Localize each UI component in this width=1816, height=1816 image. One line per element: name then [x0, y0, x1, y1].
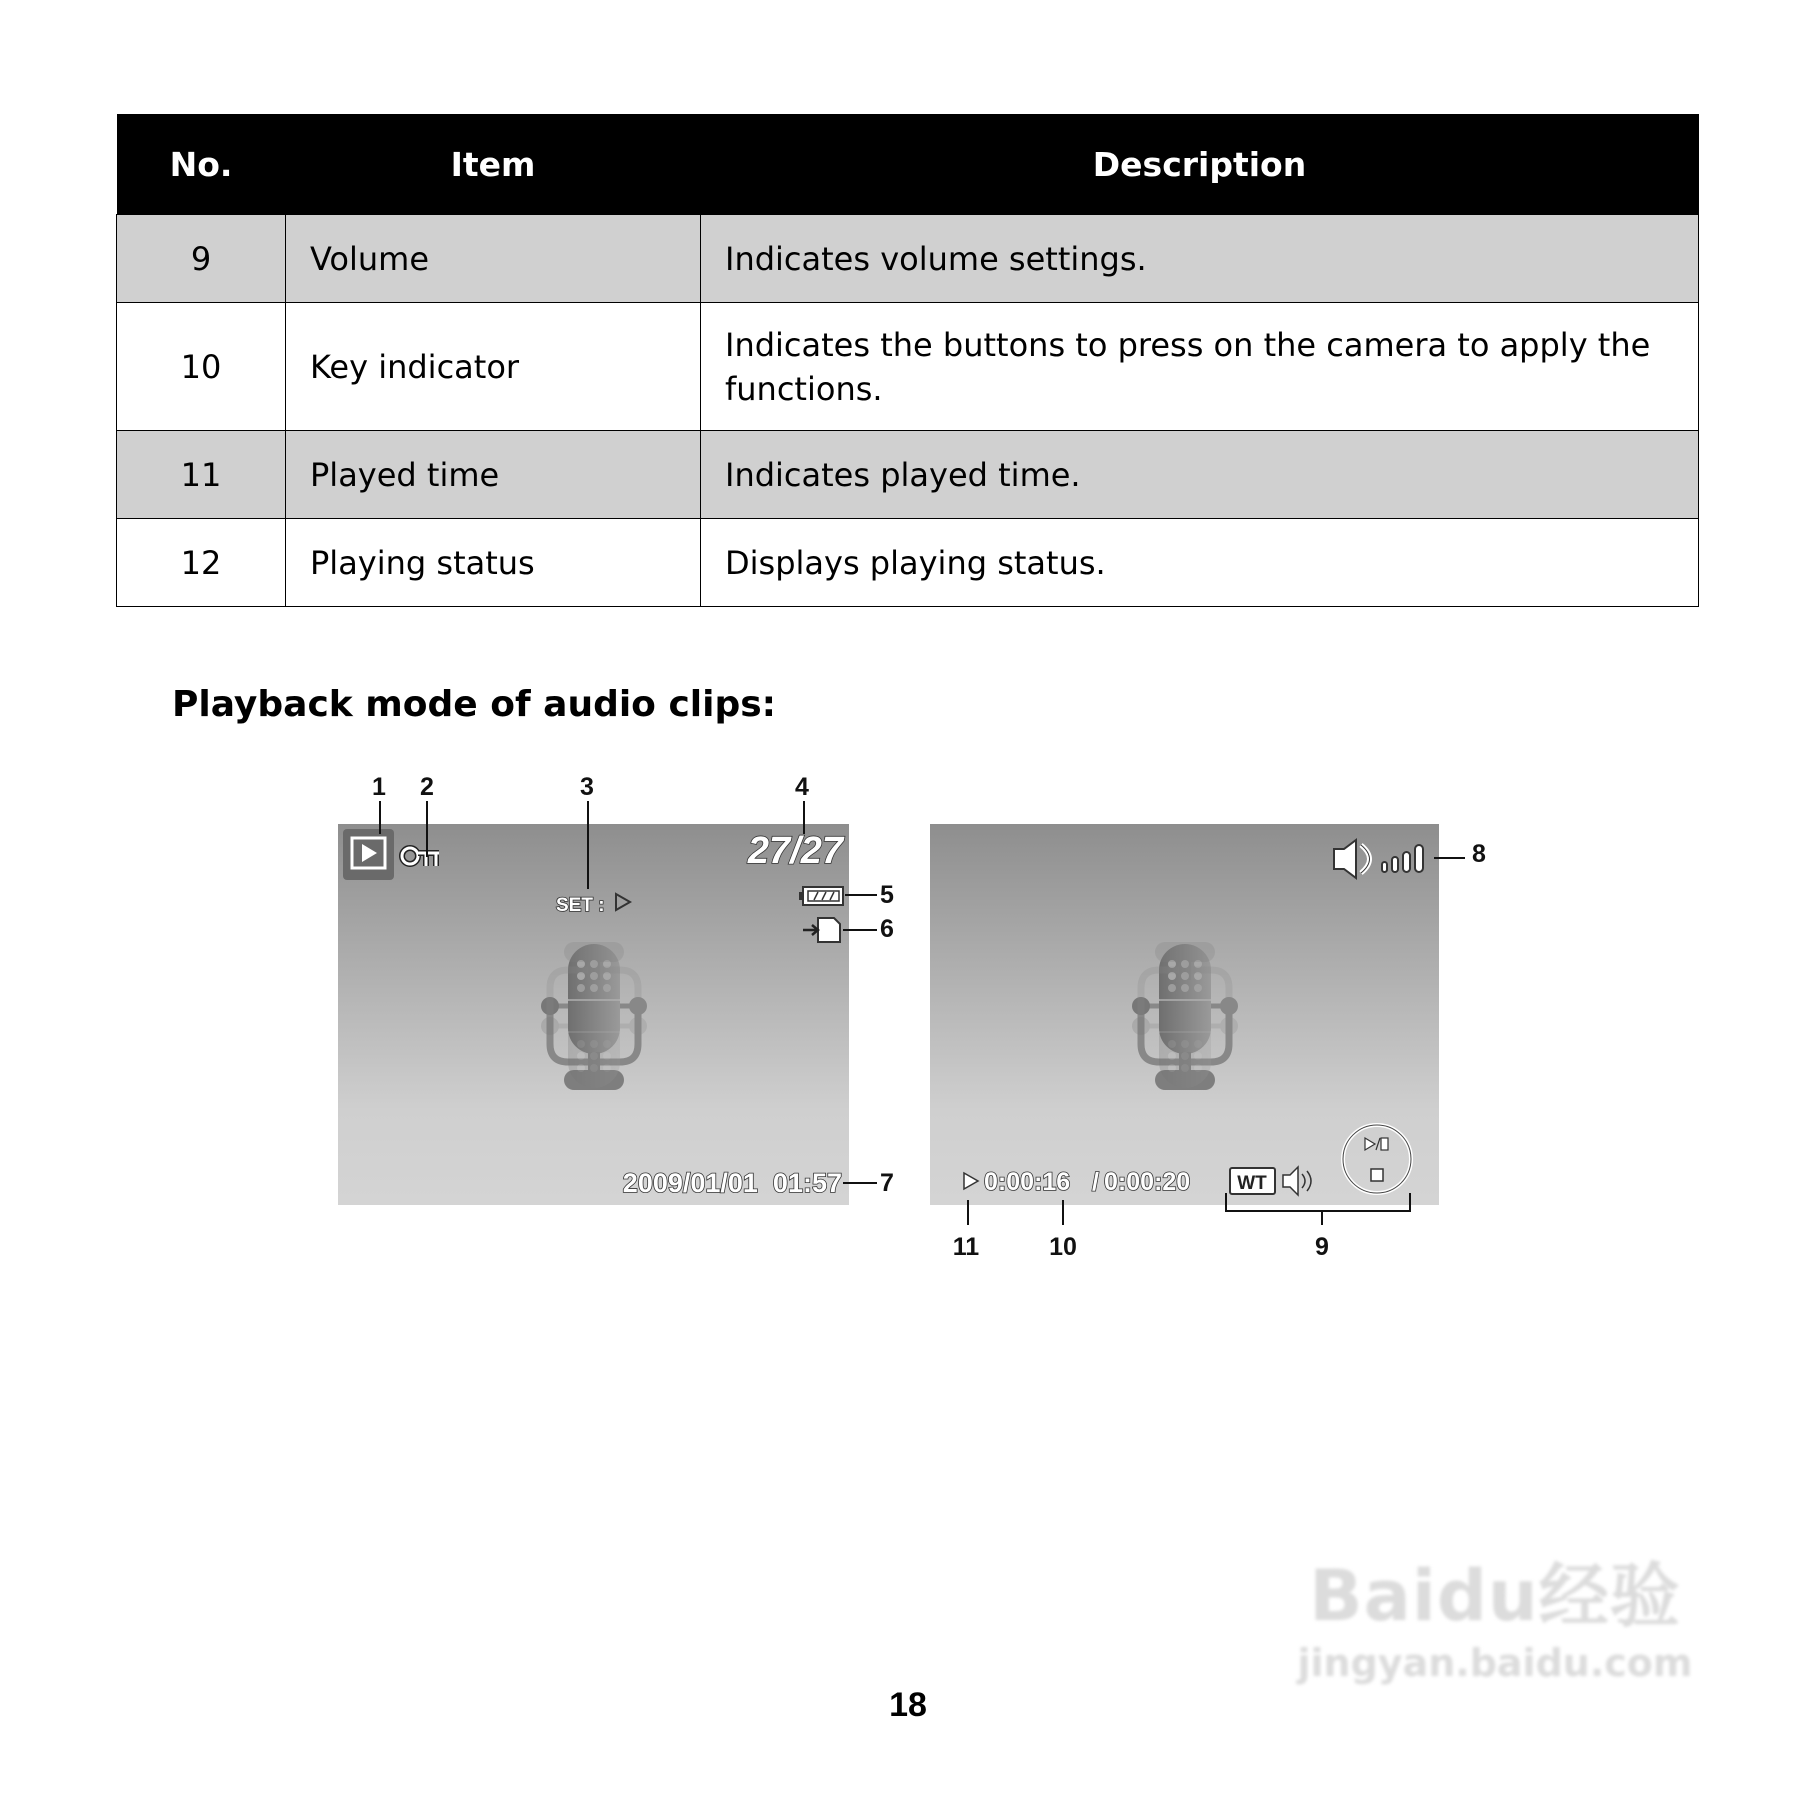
callout-2: 2 — [420, 773, 434, 801]
zoom-wt-key-icon — [1230, 1168, 1275, 1194]
row-item: Key indicator — [286, 303, 701, 431]
row-description: Indicates the buttons to press on the camera to apply the functions. — [701, 303, 1699, 431]
watermark-url: jingyan.baidu.com — [1297, 1641, 1693, 1685]
row-description: Displays playing status. — [701, 519, 1699, 607]
elapsed-time: 0:00:16 — [984, 1168, 1071, 1196]
row-description: Indicates volume settings. — [701, 215, 1699, 303]
callout-6: 6 — [880, 915, 894, 943]
section-heading: Playback mode of audio clips: — [172, 684, 777, 725]
callout-10: 10 — [1049, 1233, 1077, 1261]
header-no: No. — [117, 114, 286, 215]
row-item: Played time — [286, 431, 701, 519]
row-item: Playing status — [286, 519, 701, 607]
header-item: Item — [286, 114, 701, 215]
total-time: 0:00:20 — [1104, 1168, 1191, 1196]
row-no: 9 — [117, 215, 286, 303]
right-screen — [930, 824, 1486, 1261]
callout-11: 11 — [952, 1233, 980, 1261]
callout-3: 3 — [580, 773, 594, 801]
row-description: Indicates played time. — [701, 431, 1699, 519]
callout-8: 8 — [1472, 840, 1486, 868]
left-screen — [338, 773, 894, 1205]
callout-9: 9 — [1315, 1233, 1329, 1261]
playback-mode-icon — [343, 829, 394, 880]
row-no: 10 — [117, 303, 286, 431]
callout-4: 4 — [795, 773, 809, 801]
callout-5: 5 — [880, 881, 894, 909]
wt-label: WT — [1237, 1173, 1267, 1194]
date-time: 2009/01/01 01:57 — [622, 1168, 842, 1198]
header-description: Description — [701, 114, 1699, 215]
time-separator: / — [1092, 1168, 1099, 1196]
key-hint-text: SET : — [556, 895, 605, 916]
battery-icon — [799, 887, 843, 905]
callout-1: 1 — [372, 773, 386, 801]
row-no: 11 — [117, 431, 286, 519]
row-no: 12 — [117, 519, 286, 607]
row-item: Volume — [286, 215, 701, 303]
callout-7: 7 — [880, 1169, 894, 1197]
file-counter: 27/27 — [747, 830, 843, 872]
page-number: 18 — [889, 1686, 927, 1724]
watermark-logo-text: Baidu经验 — [1309, 1555, 1681, 1637]
baidu-watermark — [1285, 1540, 1705, 1685]
